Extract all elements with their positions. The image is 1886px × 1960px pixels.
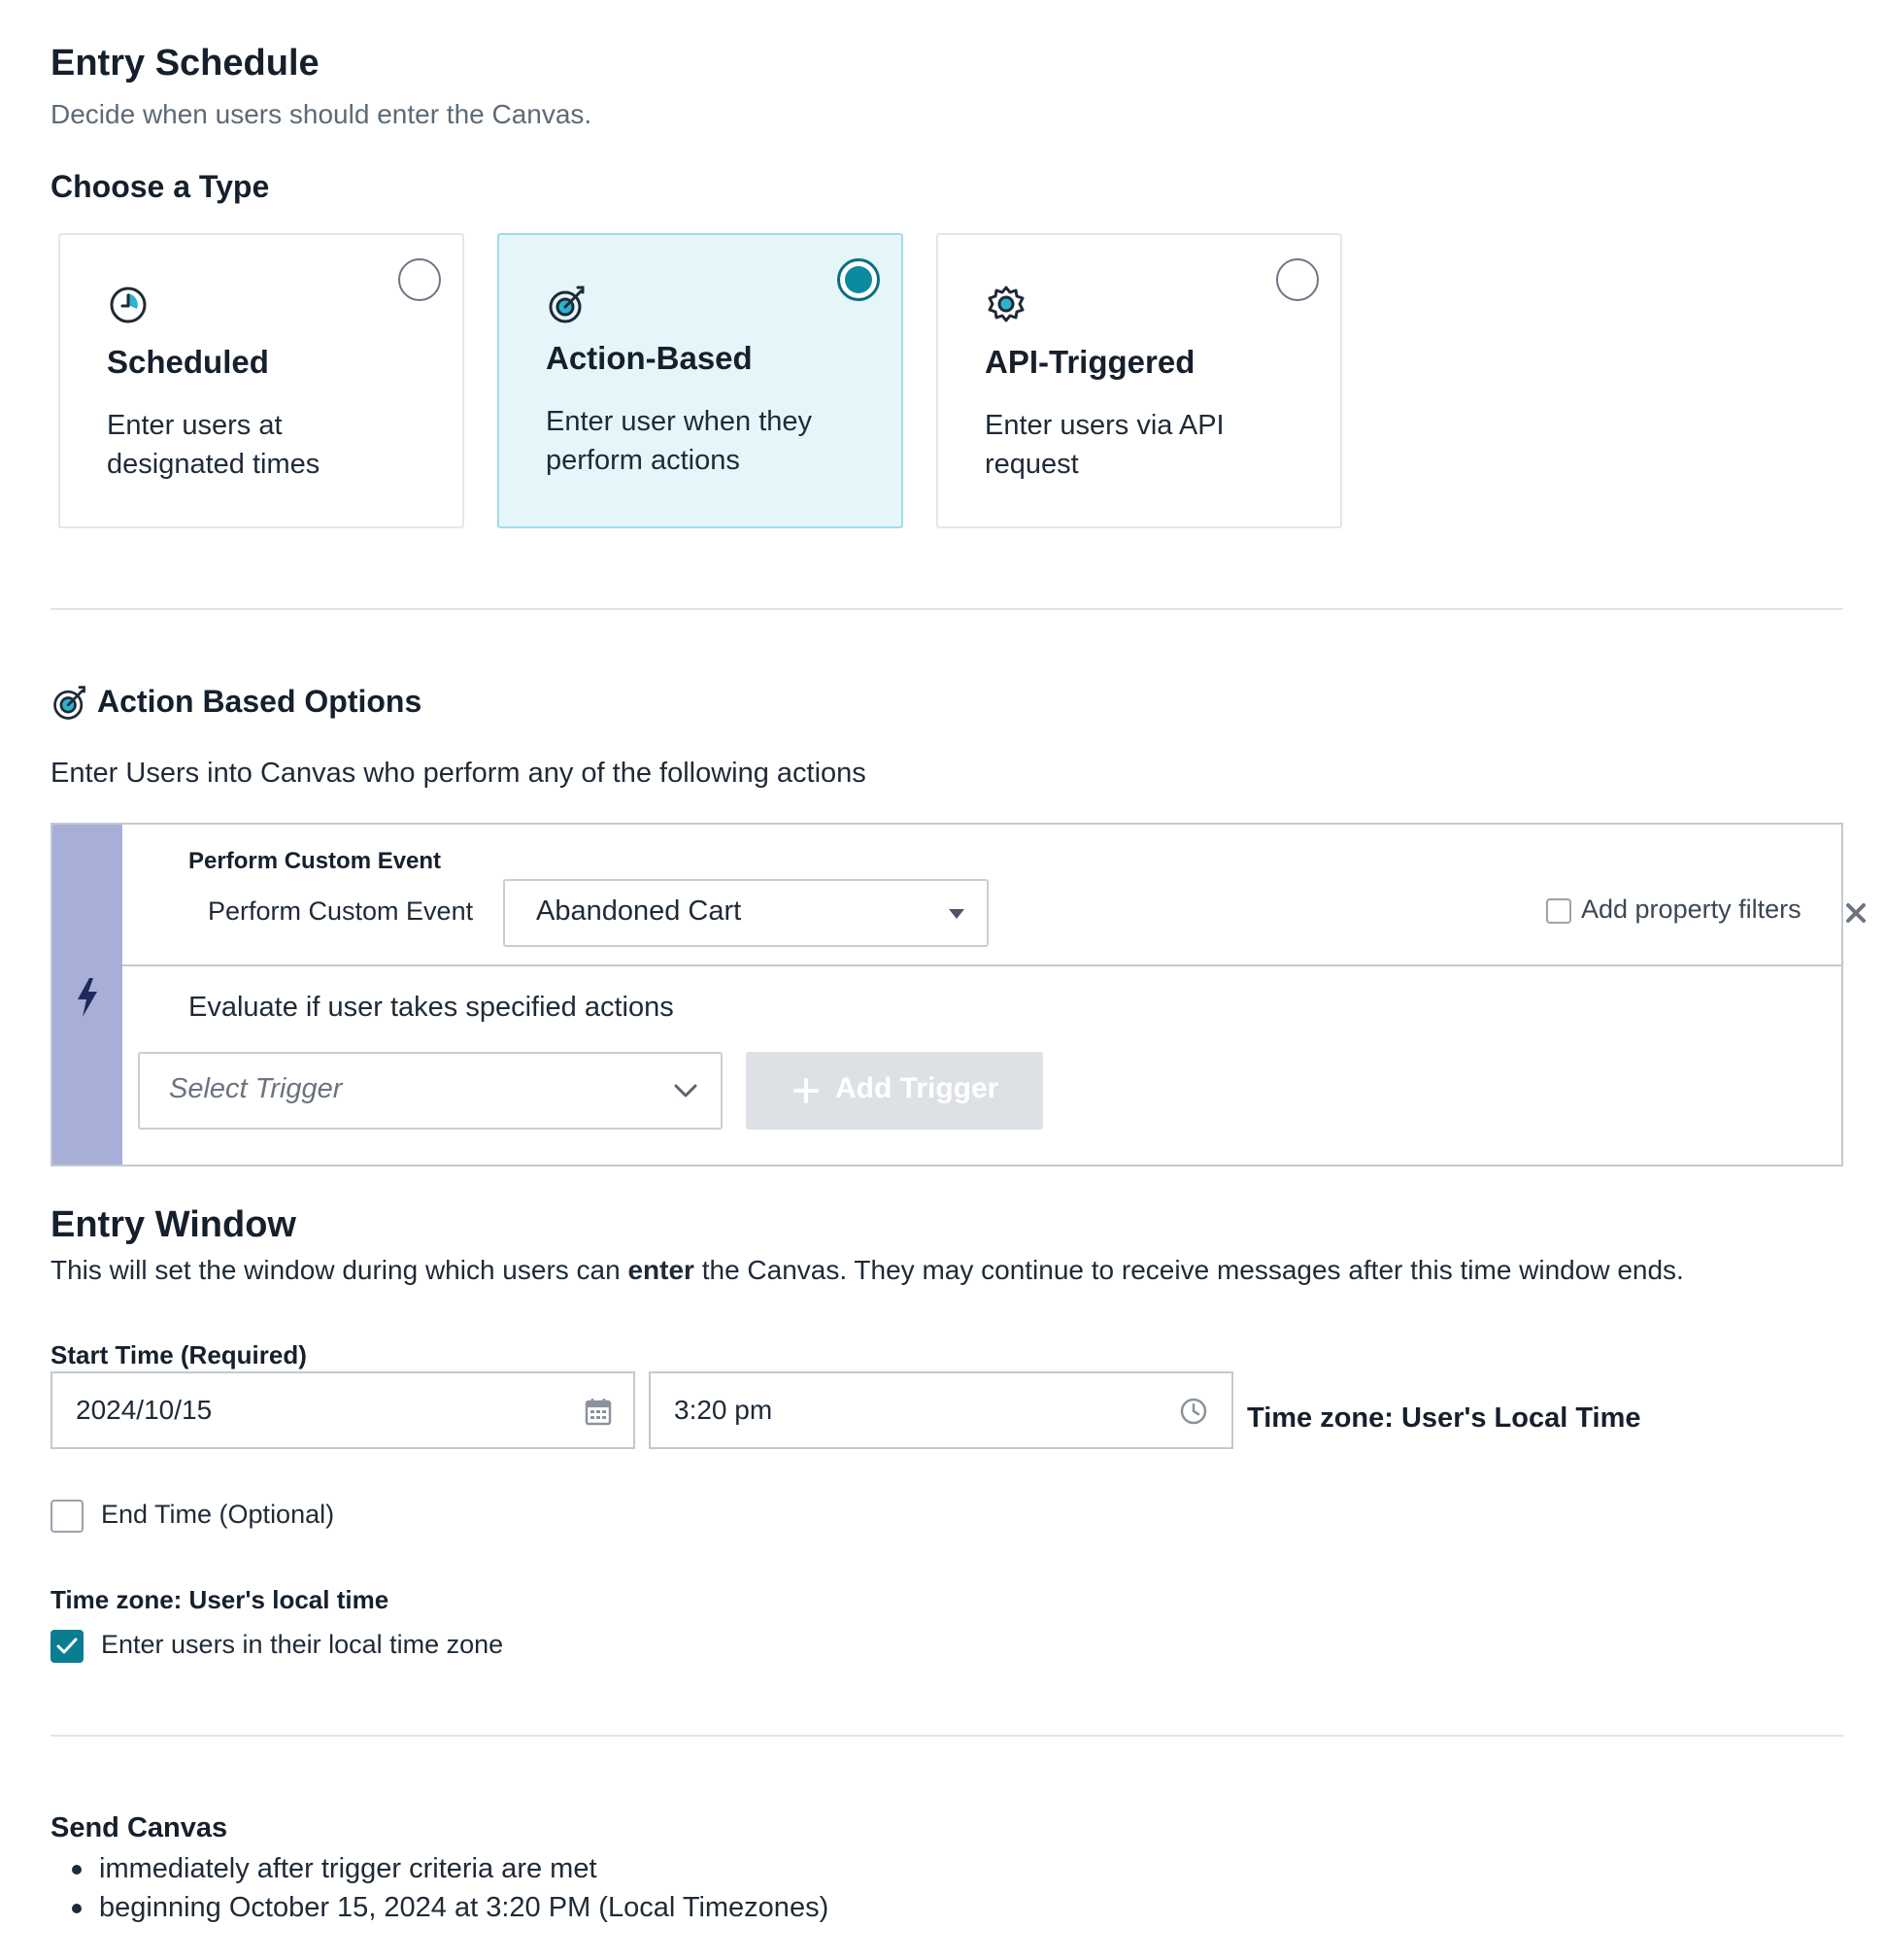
scheduled-radio[interactable] — [398, 258, 441, 301]
custom-event-select[interactable] — [503, 879, 989, 947]
start-date-field[interactable] — [51, 1371, 635, 1449]
section-divider — [51, 1735, 1843, 1737]
add-trigger-label: Add Trigger — [835, 1072, 999, 1104]
scheduled-title: Scheduled — [107, 344, 269, 380]
action-based-title: Action-Based — [546, 340, 753, 376]
target-icon — [546, 284, 589, 326]
end-time-label[interactable]: End Time (Optional) — [101, 1500, 335, 1529]
action-stripe — [52, 825, 122, 1165]
custom-event-heading: Perform Custom Event — [188, 848, 442, 874]
clock-icon[interactable] — [1179, 1397, 1208, 1426]
checkmark-icon — [56, 1637, 78, 1656]
list-item: beginning October 15, 2024 at 3:20 PM (Local Timezones) — [51, 1888, 828, 1927]
start-time-label: Start Time (Required) — [51, 1340, 307, 1369]
caret-down-icon — [948, 908, 965, 920]
action-options-intro: Enter Users into Canvas who perform any of the following actions — [51, 758, 866, 789]
local-timezone-checkbox[interactable] — [51, 1630, 84, 1663]
evaluate-label: Evaluate if user takes specified actions — [188, 992, 674, 1023]
send-canvas-list — [51, 1849, 828, 1927]
type-card-api-triggered[interactable] — [936, 233, 1342, 528]
close-icon[interactable] — [1845, 902, 1867, 924]
entry-window-heading: Entry Window — [51, 1204, 296, 1245]
local-timezone-label[interactable]: Enter users in their local time zone — [101, 1630, 504, 1659]
gear-icon — [985, 284, 1027, 326]
choose-type-heading: Choose a Type — [51, 169, 270, 204]
api-triggered-description: Enter users via API request — [985, 410, 1225, 480]
timezone-note: Time zone: User's Local Time — [1247, 1402, 1641, 1434]
start-date-value: 2024/10/15 — [76, 1395, 213, 1425]
target-icon — [51, 684, 89, 723]
entry-window-description — [51, 1255, 1684, 1286]
entry-window-desc-pre: This will set the window during which users can — [51, 1255, 628, 1285]
end-time-checkbox[interactable] — [51, 1500, 84, 1533]
custom-event-value: Abandoned Cart — [536, 896, 742, 927]
plus-icon — [792, 1077, 820, 1104]
page-subtitle: Decide when users should enter the Canvas. — [51, 99, 592, 129]
select-trigger-placeholder: Select Trigger — [169, 1073, 343, 1104]
calendar-icon[interactable] — [585, 1397, 612, 1426]
property-filters-checkbox[interactable] — [1546, 898, 1571, 924]
action-based-description: Enter user when they perform actions — [546, 406, 813, 476]
start-time-field[interactable] — [649, 1371, 1233, 1449]
entry-window-desc-bold: enter — [627, 1255, 694, 1285]
api-triggered-radio[interactable] — [1276, 258, 1319, 301]
custom-event-row — [122, 825, 1841, 966]
select-trigger-dropdown[interactable] — [138, 1052, 723, 1130]
start-time-value: 3:20 pm — [674, 1395, 773, 1425]
section-divider — [51, 608, 1843, 610]
timezone-heading: Time zone: User's local time — [51, 1585, 389, 1614]
action-based-radio[interactable] — [837, 258, 880, 301]
custom-event-label: Perform Custom Event — [208, 896, 474, 926]
clock-icon — [107, 284, 150, 326]
entry-window-desc-post: the Canvas. They may continue to receive messages after this time window ends. — [693, 1255, 1684, 1285]
page-title: Entry Schedule — [51, 43, 320, 84]
type-card-scheduled[interactable] — [58, 233, 464, 528]
api-triggered-title: API-Triggered — [985, 344, 1196, 380]
list-item: immediately after trigger criteria are met — [51, 1849, 828, 1888]
action-options-heading: Action Based Options — [97, 684, 422, 719]
lightning-icon — [74, 976, 101, 1019]
action-panel — [51, 823, 1843, 1166]
add-trigger-button[interactable] — [746, 1052, 1043, 1130]
send-canvas-heading: Send Canvas — [51, 1812, 228, 1843]
type-card-action-based[interactable] — [497, 233, 903, 528]
property-filters-label[interactable]: Add property filters — [1581, 895, 1802, 924]
chevron-down-icon — [674, 1083, 697, 1098]
scheduled-description: Enter users at designated times — [107, 410, 320, 480]
